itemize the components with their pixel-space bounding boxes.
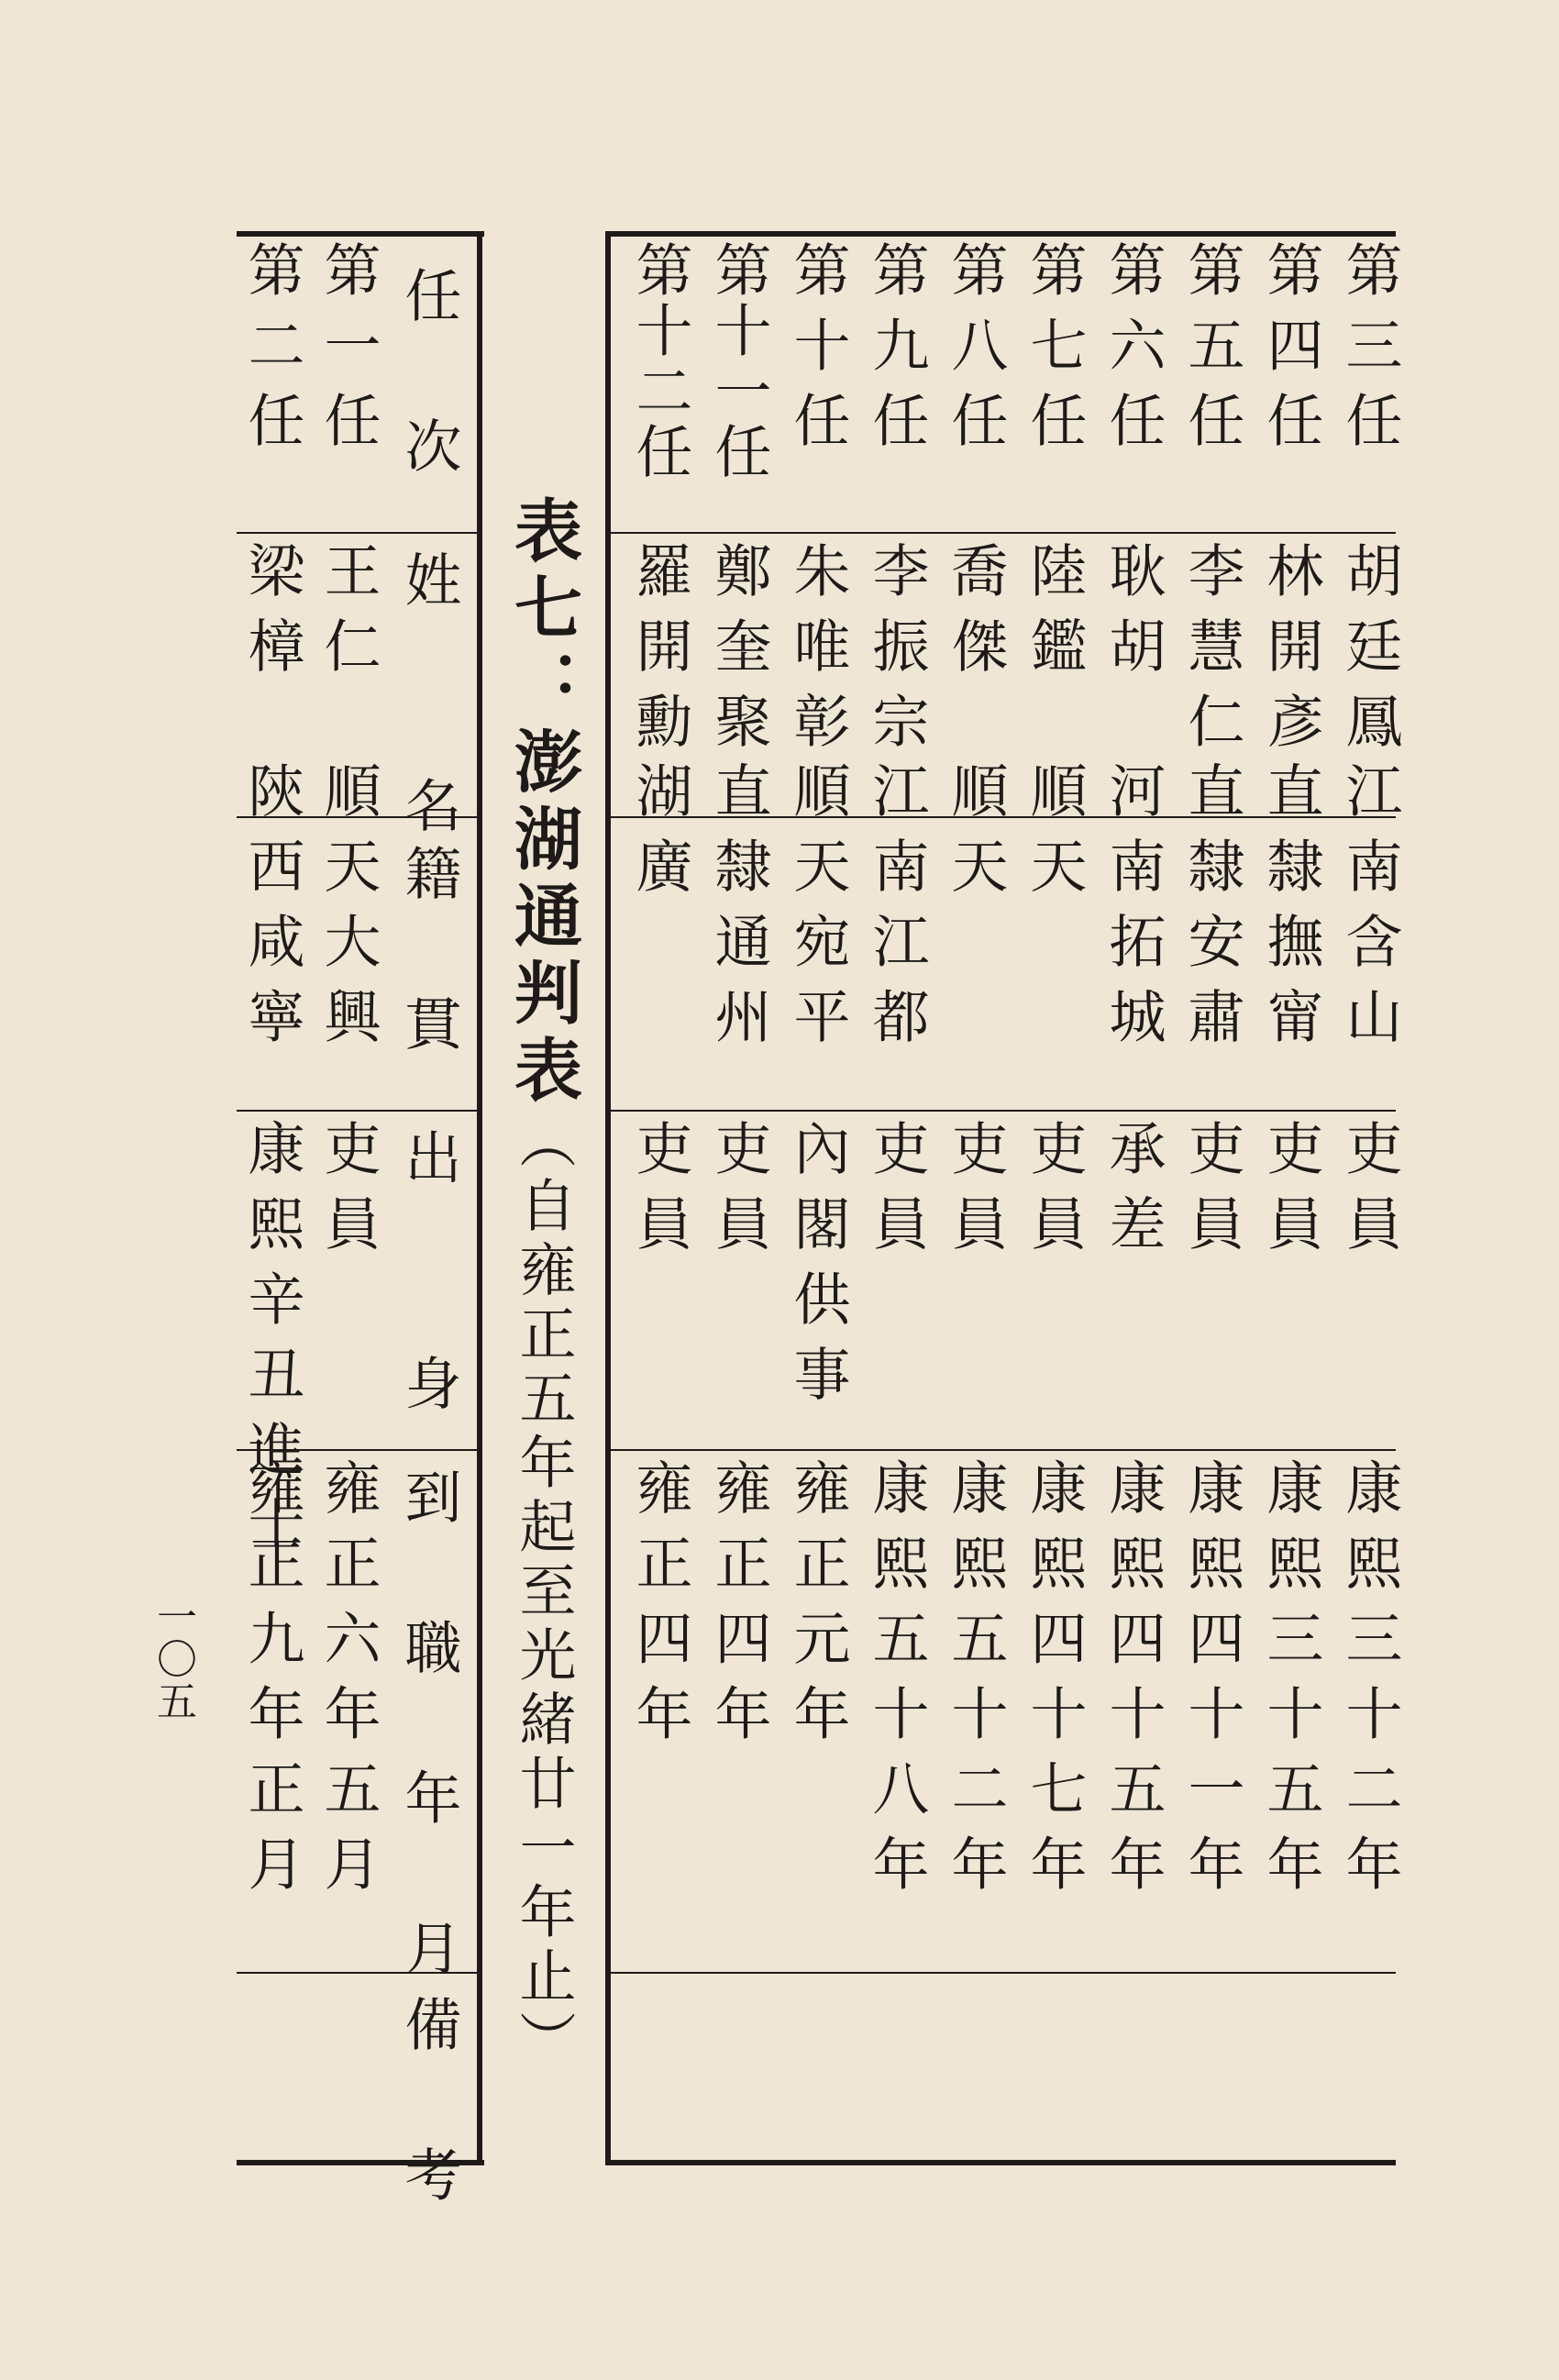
cell-origin: 湖廣	[626, 761, 693, 912]
cell-arrival: 康熙三十五年	[1257, 1458, 1324, 1910]
cell-order: 第四任	[1257, 240, 1324, 466]
cell-order: 第五任	[1178, 240, 1245, 466]
cell-arrival: 康熙四十五年	[1100, 1458, 1166, 1910]
cell-background: 吏員	[942, 1119, 1009, 1269]
cell-arrival: 雍正四年	[626, 1458, 693, 1759]
cell-origin: 直隸安肅	[1178, 761, 1245, 1062]
header-remarks: 備 考	[395, 1995, 462, 2220]
cell-origin: 江南江都	[863, 761, 930, 1062]
cell-name: 李慧仁	[1178, 541, 1245, 767]
cell-background: 吏員	[1178, 1119, 1245, 1269]
cell-name: 鄭奎聚	[705, 541, 772, 767]
top-rule	[605, 231, 1396, 237]
cell-arrival: 雍正六年五月	[315, 1458, 381, 1910]
cell-arrival: 雍正元年	[784, 1458, 851, 1759]
cell-origin: 順天	[1021, 761, 1088, 912]
cell-order: 第二任	[238, 240, 305, 466]
header-order: 任 次	[395, 266, 462, 492]
left-border	[605, 231, 611, 2165]
cell-name: 梁樟	[238, 541, 305, 692]
table-title	[503, 495, 582, 2075]
header-origin: 籍 貫	[395, 844, 462, 1069]
cell-background: 吏員	[863, 1119, 930, 1269]
cell-background: 康熙辛丑進士	[238, 1119, 305, 1570]
cell-origin: 順天大興	[315, 761, 381, 1062]
page-number: 一〇五	[149, 1596, 196, 1722]
header-arrival: 到 職 年 月	[395, 1467, 462, 1994]
cell-order: 第十二任	[626, 240, 693, 482]
cell-arrival: 康熙四十七年	[1021, 1458, 1088, 1910]
cell-arrival: 雍正四年	[705, 1458, 772, 1759]
cell-origin: 江南含山	[1336, 761, 1403, 1062]
cell-order: 第六任	[1100, 240, 1166, 466]
cell-order: 第七任	[1021, 240, 1088, 466]
cell-name: 喬傑	[942, 541, 1009, 692]
header-name: 姓 名	[395, 550, 462, 851]
cell-origin: 河南拓城	[1100, 761, 1166, 1062]
cell-name: 李振宗	[863, 541, 930, 767]
cell-arrival: 雍正九年正月	[238, 1458, 305, 1910]
cell-origin: 順天	[942, 761, 1009, 912]
bottom-rule	[605, 2160, 1396, 2165]
cell-origin: 順天宛平	[784, 761, 851, 1062]
top-rule	[237, 231, 484, 237]
header-background: 出 身	[395, 1128, 462, 1429]
cell-order: 第十一任	[705, 240, 772, 482]
header-divider	[477, 231, 482, 2165]
cell-background: 吏員	[315, 1119, 381, 1269]
cell-background: 吏員	[626, 1119, 693, 1269]
cell-arrival: 康熙五十二年	[942, 1458, 1009, 1910]
cell-background: 吏員	[1336, 1119, 1403, 1269]
cell-origin: 直隸撫甯	[1257, 761, 1324, 1062]
cell-name: 朱唯彰	[784, 541, 851, 767]
cell-background: 吏員	[1257, 1119, 1324, 1269]
cell-name: 林開彥	[1257, 541, 1324, 767]
cell-arrival: 康熙三十二年	[1336, 1458, 1403, 1910]
cell-arrival: 康熙五十八年	[863, 1458, 930, 1910]
cell-background: 吏員	[705, 1119, 772, 1269]
cell-background: 內閣供事	[784, 1119, 851, 1420]
cell-name: 耿胡	[1100, 541, 1166, 692]
cell-name: 王仁	[315, 541, 381, 692]
cell-order: 第三任	[1336, 240, 1403, 466]
cell-name: 胡廷鳳	[1336, 541, 1403, 767]
cell-order: 第十任	[784, 240, 851, 466]
cell-order: 第八任	[942, 240, 1009, 466]
cell-background: 吏員	[1021, 1119, 1088, 1269]
cell-order: 第一任	[315, 240, 381, 466]
cell-origin: 直隸通州	[705, 761, 772, 1062]
cell-name: 羅開勳	[626, 541, 693, 767]
cell-name: 陸鑑	[1021, 541, 1088, 692]
cell-origin: 陝西咸寧	[238, 761, 305, 1062]
cell-arrival: 康熙四十一年	[1178, 1458, 1245, 1910]
cell-order: 第九任	[863, 240, 930, 466]
table-subtitle: （自雍正五年起至光緒廿一年止）	[510, 1112, 577, 2075]
cell-background: 承差	[1100, 1119, 1166, 1269]
title-text: 表七：澎湖通判表	[503, 495, 582, 1112]
